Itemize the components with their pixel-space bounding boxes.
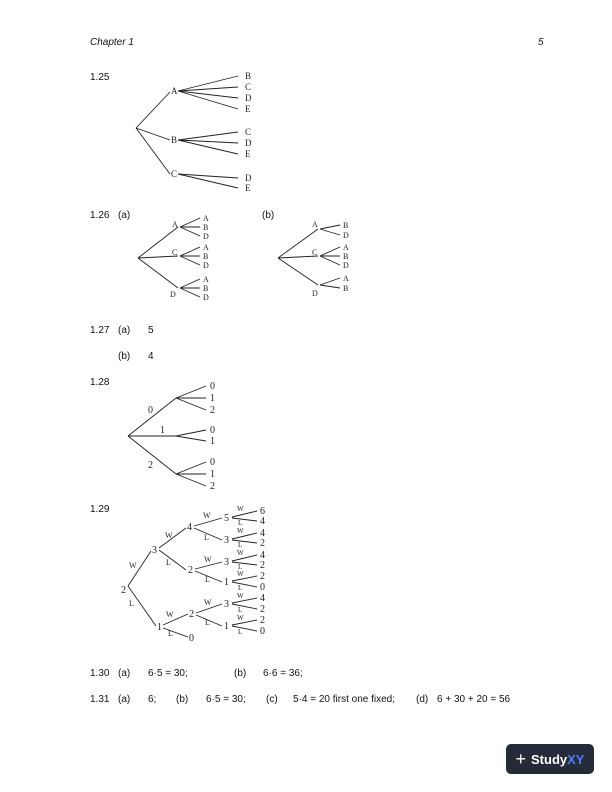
edge-1-29-l: L bbox=[129, 599, 134, 608]
leaf-1-26a-A-1: A bbox=[203, 214, 209, 223]
edge-1-29-3bl: L bbox=[238, 563, 243, 571]
chapter-title: Chapter 1 bbox=[90, 37, 134, 48]
edge-1-29-5w: W bbox=[237, 505, 244, 513]
leaf-1-28-2-1: 0 bbox=[210, 457, 215, 468]
leaf-1-29-3: 4 bbox=[260, 528, 265, 539]
edge-1-29-1aw: W bbox=[237, 570, 244, 578]
leaf-1-28-1-2: 1 bbox=[210, 436, 215, 447]
leaf-1-26b-C-1: A bbox=[343, 243, 349, 252]
node-1-26a-D: D bbox=[170, 290, 176, 299]
leaf-1-28-0-1: 0 bbox=[210, 381, 215, 392]
leaf-1-28-2-3: 2 bbox=[210, 481, 215, 492]
leaf-1-25-A-2: C bbox=[245, 82, 252, 92]
leaf-1-28-2-2: 1 bbox=[210, 469, 215, 480]
problem-1-27-a-label: (a) bbox=[118, 325, 131, 336]
leaf-1-29-12: 0 bbox=[260, 626, 265, 637]
problem-1-30-number: 1.30 bbox=[90, 668, 110, 679]
studyxy-badge[interactable] bbox=[506, 744, 594, 774]
page-number: 5 bbox=[538, 37, 544, 48]
node-1-29-root: 2 bbox=[121, 585, 126, 596]
node-1-29-3c: 3 bbox=[224, 599, 229, 610]
node-1-29-3b: 3 bbox=[224, 557, 229, 568]
problem-1-28-number: 1.28 bbox=[90, 377, 110, 388]
leaf-1-26a-A-2: B bbox=[203, 223, 209, 232]
edge-1-29-4w: W bbox=[203, 511, 211, 520]
problem-1-30-b-label: (b) bbox=[234, 668, 247, 679]
problem-1-26-number: 1.26 bbox=[90, 210, 110, 221]
node-1-25-C: C bbox=[171, 169, 178, 179]
edge-1-29-3cl: L bbox=[238, 606, 243, 614]
problem-1-30-a-answer: 6·5 = 30; bbox=[148, 668, 188, 679]
leaf-1-29-6: 2 bbox=[260, 560, 265, 571]
problem-1-27-b-answer: 4 bbox=[148, 351, 154, 362]
node-1-29-0: 0 bbox=[189, 633, 194, 644]
problem-1-31-d-label: (d) bbox=[416, 694, 429, 705]
leaf-1-25-B-1: C bbox=[245, 127, 252, 137]
node-1-29-5: 5 bbox=[224, 513, 229, 524]
node-1-26a-A: A bbox=[172, 220, 178, 229]
leaf-1-26b-C-3: D bbox=[343, 261, 349, 270]
leaf-1-26b-A-1: B bbox=[343, 221, 349, 230]
edge-1-29-2al: L bbox=[205, 575, 210, 584]
problem-1-31-a-label: (a) bbox=[118, 694, 131, 705]
edge-1-29-1bl: L bbox=[238, 628, 243, 636]
leaf-1-26b-D-1: A bbox=[343, 274, 349, 283]
leaf-1-25-A-4: E bbox=[245, 104, 251, 114]
badge-brand: StudyXY bbox=[531, 751, 585, 767]
problem-1-31-a-answer: 6; bbox=[148, 694, 157, 705]
node-1-29-3: 3 bbox=[152, 545, 157, 556]
edge-1-29-3aw: W bbox=[237, 527, 244, 535]
leaf-1-26a-C-2: B bbox=[203, 252, 209, 261]
edge-1-29-3al: L bbox=[238, 541, 243, 549]
problem-1-25-number: 1.25 bbox=[90, 72, 110, 83]
edge-1-29-4l: L bbox=[204, 533, 209, 542]
edge-1-29-1al: L bbox=[238, 584, 243, 592]
edge-1-29-3cw: W bbox=[237, 592, 244, 600]
node-1-29-3a: 3 bbox=[224, 535, 229, 546]
node-1-29-2a: 2 bbox=[188, 565, 193, 576]
problem-1-26-b-label: (b) bbox=[262, 210, 275, 221]
leaf-1-28-1-1: 0 bbox=[210, 425, 215, 436]
leaf-1-28-0-3: 2 bbox=[210, 405, 215, 416]
leaf-1-25-A-1: B bbox=[245, 71, 252, 81]
edge-1-29-1l: L bbox=[168, 629, 173, 638]
leaf-1-29-10: 2 bbox=[260, 604, 265, 615]
edge-1-29-5l: L bbox=[238, 519, 243, 527]
edge-1-29-3bw: W bbox=[237, 549, 244, 557]
node-1-25-B: B bbox=[171, 135, 178, 145]
node-1-29-1a: 1 bbox=[224, 577, 229, 588]
edge-1-29-2bw: W bbox=[204, 598, 212, 607]
problem-1-31-c-answer: 5·4 = 20 first one fixed; bbox=[293, 694, 396, 705]
node-1-29-1: 1 bbox=[157, 622, 162, 633]
problem-1-31-d-answer: 6 + 30 + 20 = 56 bbox=[437, 694, 511, 705]
leaf-1-29-5: 4 bbox=[260, 550, 265, 561]
node-1-25-A: A bbox=[171, 86, 178, 96]
leaf-1-29-4: 2 bbox=[260, 538, 265, 549]
plus-icon: + bbox=[515, 749, 527, 769]
problem-1-30-a-label: (a) bbox=[118, 668, 131, 679]
problem-1-27-a-answer: 5 bbox=[148, 325, 154, 336]
problem-1-29-number: 1.29 bbox=[90, 504, 110, 515]
leaf-1-26b-C-2: B bbox=[343, 252, 349, 261]
leaf-1-26a-D-3: D bbox=[203, 293, 209, 302]
edge-1-29-2aw: W bbox=[204, 555, 212, 564]
edge-1-29-1w: W bbox=[166, 610, 174, 619]
edge-1-29-w: W bbox=[129, 561, 137, 570]
node-1-29-1b: 1 bbox=[224, 621, 229, 632]
problem-1-27-number: 1.27 bbox=[90, 325, 110, 336]
leaf-1-26a-C-3: D bbox=[203, 261, 209, 270]
leaf-1-29-1: 6 bbox=[260, 506, 265, 517]
leaf-1-26b-D-2: B bbox=[343, 284, 349, 293]
problem-1-31-number: 1.31 bbox=[90, 694, 110, 705]
node-1-26b-D: D bbox=[312, 289, 318, 298]
node-1-29-2b: 2 bbox=[189, 609, 194, 620]
problem-1-27-b-label: (b) bbox=[118, 351, 131, 362]
leaf-1-26b-A-2: D bbox=[343, 231, 349, 240]
branch-1-28-0: 0 bbox=[148, 405, 153, 416]
node-1-26a-C: C bbox=[172, 248, 178, 257]
leaf-1-26a-D-1: A bbox=[203, 275, 209, 284]
leaf-1-29-8: 0 bbox=[260, 582, 265, 593]
edge-1-29-2bl: L bbox=[205, 618, 210, 627]
leaf-1-28-0-2: 1 bbox=[210, 393, 215, 404]
leaf-1-26a-D-2: B bbox=[203, 284, 209, 293]
leaf-1-26a-A-3: D bbox=[203, 232, 209, 241]
node-1-26b-A: A bbox=[312, 220, 318, 229]
leaf-1-29-7: 2 bbox=[260, 571, 265, 582]
leaf-1-25-C-1: D bbox=[245, 173, 252, 183]
problem-1-31-b-label: (b) bbox=[176, 694, 189, 705]
branch-1-28-2: 2 bbox=[148, 460, 153, 471]
problem-1-26-a-label: (a) bbox=[118, 210, 131, 221]
leaf-1-29-11: 2 bbox=[260, 615, 265, 626]
problem-1-31-b-answer: 6·5 = 30; bbox=[206, 694, 246, 705]
problem-1-30-b-answer: 6·6 = 36; bbox=[263, 668, 303, 679]
branch-1-28-1: 1 bbox=[160, 425, 165, 436]
leaf-1-29-9: 4 bbox=[260, 593, 265, 604]
node-1-26b-C: C bbox=[312, 248, 318, 257]
leaf-1-25-B-2: D bbox=[245, 138, 252, 148]
leaf-1-25-B-3: E bbox=[245, 149, 251, 159]
leaf-1-25-A-3: D bbox=[245, 93, 252, 103]
edge-1-29-1bw: W bbox=[237, 614, 244, 622]
edge-1-29-3w: W bbox=[165, 531, 173, 540]
leaf-1-25-C-2: E bbox=[245, 183, 251, 193]
leaf-1-26a-C-1: A bbox=[203, 243, 209, 252]
node-1-29-4: 4 bbox=[187, 522, 192, 533]
problem-1-31-c-label: (c) bbox=[266, 694, 278, 705]
leaf-1-29-2: 4 bbox=[260, 516, 265, 527]
edge-1-29-3l: L bbox=[166, 558, 171, 567]
